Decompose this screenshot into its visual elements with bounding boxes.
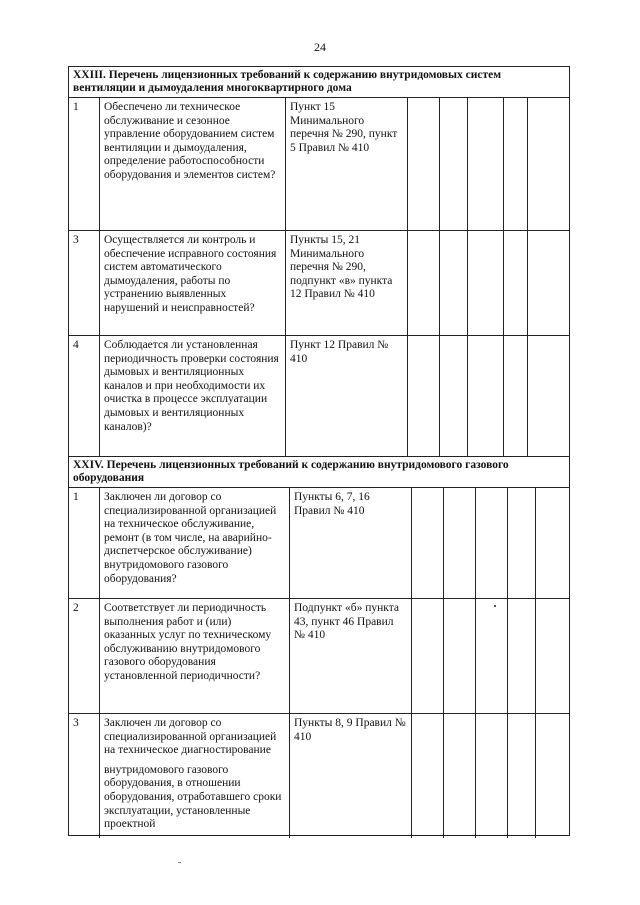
question-cell: [99, 599, 289, 713]
table-section-23: [68, 66, 570, 458]
answer-cell-no: [439, 336, 467, 460]
reference-cell: [285, 98, 407, 230]
notes-cell: [535, 599, 571, 713]
answer-cell-no: [443, 599, 475, 713]
question-text: Соблюдается ли установленная периодичность проверки состояния дымовых и вентиляционных каналов и при необходимости их очистка в процессе эксплуатации дымовых и вентиляционных каналов)?: [104, 339, 279, 433]
table-row: [69, 336, 569, 460]
notes-cell: [527, 98, 571, 230]
answer-cell-na: [467, 98, 503, 230]
answer-cell-yes: [411, 488, 443, 598]
row-number-cell: [69, 98, 99, 230]
answer-cell-no: [443, 488, 475, 598]
answer-cell-na: [467, 336, 503, 460]
scan-artifact: [178, 862, 181, 863]
question-cell: [99, 488, 289, 598]
table-row: [69, 98, 569, 231]
reference-text: Пункты 6, 7, 16 Правил № 410: [294, 491, 370, 517]
row-number-cell: [69, 599, 99, 713]
reference-text: Пункты 8, 9 Правил № 410: [294, 717, 406, 743]
table-section-24: [68, 456, 570, 836]
question-text-continued: внутридомового газового оборудования, в отношении оборудования, отработавшего сроки эксплуатации, установленные проектной: [104, 763, 282, 831]
reference-text: Подпункт «б» пункта 43, пункт 46 Правил № 410: [294, 602, 399, 642]
reference-cell: [285, 231, 407, 335]
reference-cell: [285, 336, 407, 460]
question-cell: [99, 98, 285, 230]
section-title-24: XXIV. Перечень лицензионных требований к содержанию внутридомового газового оборудования: [69, 457, 569, 488]
table-row: [69, 231, 569, 336]
reference-text: Пункты 15, 21 Минимального перечня № 290, подпункт «в» пункта 12 Правил № 410: [290, 234, 393, 301]
row-number: 4: [73, 339, 79, 351]
answer-cell-na: [475, 714, 507, 838]
question-cell: [99, 231, 285, 335]
question-cell: [99, 336, 285, 460]
notes-cell: [527, 336, 571, 460]
scan-dot: [494, 605, 496, 607]
answer-cell-yes: [407, 98, 439, 230]
table-row: [69, 488, 569, 599]
answer-cell-extra: [503, 98, 527, 230]
notes-cell: [527, 231, 571, 335]
row-number-cell: [69, 231, 99, 335]
row-number: 1: [73, 101, 79, 113]
row-number-cell: [69, 714, 99, 838]
answer-cell-yes: [407, 231, 439, 335]
question-text: Осуществляется ли контроль и обеспечение исправного состояния систем автоматического дымоудаления, работы по устранению выявленных нарушений и неисправностей?: [104, 234, 277, 314]
row-number: 2: [73, 602, 79, 614]
answer-cell-yes: [411, 599, 443, 713]
answer-cell-no: [439, 231, 467, 335]
question-text: Заключен ли договор со специализированной организацией на техническое диагностирование: [104, 717, 277, 757]
row-number: 1: [73, 491, 79, 503]
answer-cell-extra: [503, 336, 527, 460]
reference-text: Пункт 12 Правил № 410: [290, 339, 389, 365]
reference-cell: [289, 714, 411, 838]
question-text: Обеспечено ли техническое обслуживание и сезонное управление оборудованием систем вентиляции и дымоудаления, определение работоспособности оборудования и элементов систем?: [104, 101, 276, 181]
reference-text: Пункт 15 Минимального перечня № 290, пункт 5 Правил № 410: [290, 101, 398, 154]
answer-cell-yes: [411, 714, 443, 838]
table-row: [69, 599, 569, 714]
answer-cell-yes: [407, 336, 439, 460]
answer-cell-no: [439, 98, 467, 230]
notes-cell: [535, 714, 571, 838]
question-text: Соответствует ли периодичность выполнения работ и (или) оказанных услуг по техническому обслуживанию внутридомового газового оборудования установленной периодичности?: [104, 602, 272, 682]
answer-cell-extra: [507, 488, 535, 598]
row-number-cell: [69, 336, 99, 460]
answer-cell-extra: [503, 231, 527, 335]
section-title-23: XXIII. Перечень лицензионных требований к содержанию внутридомовых систем вентиляции и дымоудаления многоквартирного дома: [69, 67, 569, 98]
reference-cell: [289, 488, 411, 598]
row-number-cell: [69, 488, 99, 598]
question-text: Заключен ли договор со специализированной организацией на техническое обслуживание, ремонт (в том числе, на аварийно-диспетчерское обслуживание) внутридомового газового оборудования?: [104, 491, 277, 585]
answer-cell-na: [475, 488, 507, 598]
answer-cell-extra: [507, 714, 535, 838]
answer-cell-no: [443, 714, 475, 838]
question-cell: [99, 714, 289, 838]
answer-cell-na: [467, 231, 503, 335]
row-number: 3: [73, 717, 79, 729]
page-number: 24: [314, 40, 326, 54]
answer-cell-na: [475, 599, 507, 713]
answer-cell-extra: [507, 599, 535, 713]
reference-cell: [289, 599, 411, 713]
notes-cell: [535, 488, 571, 598]
row-number: 3: [73, 234, 79, 246]
table-row: [69, 714, 569, 838]
